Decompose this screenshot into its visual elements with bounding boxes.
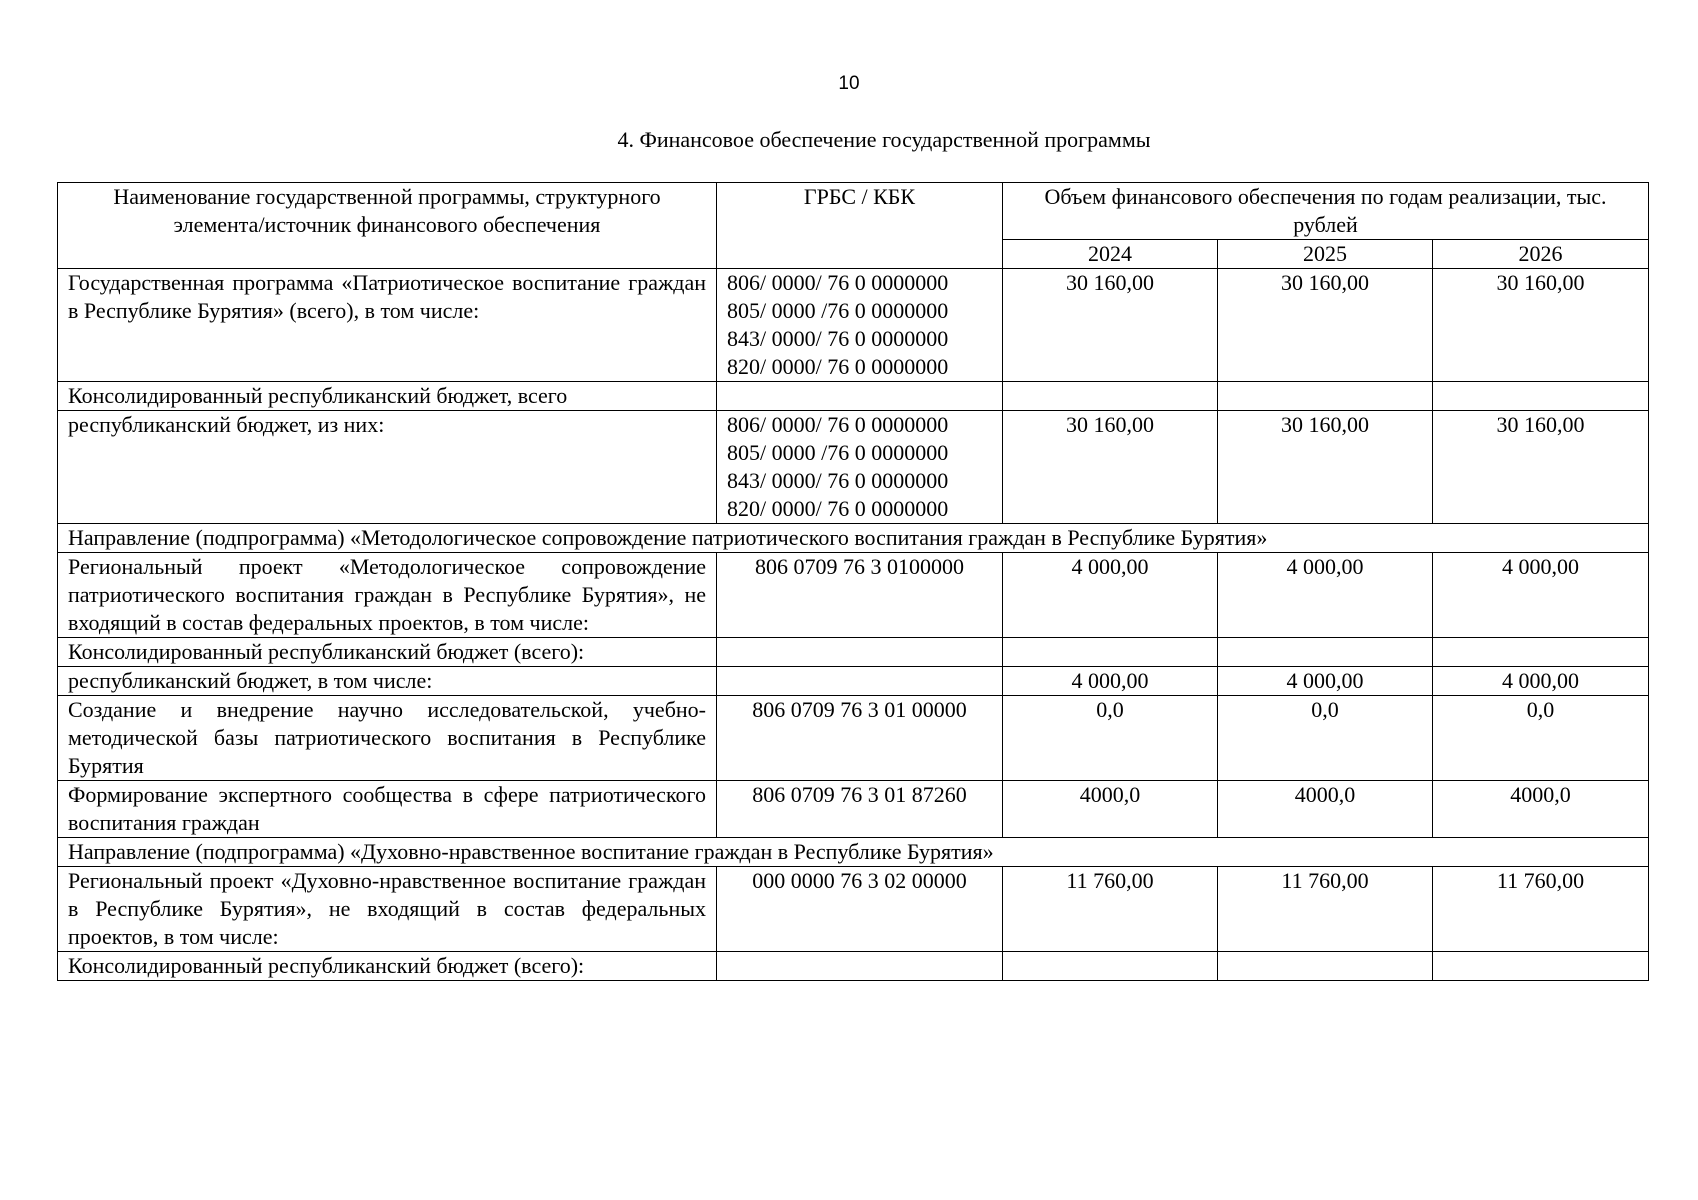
kbk-code: 820/ 0000/ 76 0 0000000 (727, 354, 949, 379)
row-name-cell: Консолидированный республиканский бюджет, всего (58, 382, 717, 411)
row-name-cell: Региональный проект «Методологическое сопровождение патриотического воспитания граждан в Республике Бурятия», не входящий в состав федеральных проектов, в том числе: (58, 553, 717, 638)
row-value-2026 (1433, 638, 1649, 667)
row-value-2025 (1218, 952, 1433, 981)
row-name-cell: Региональный проект «Духовно-нравственное воспитание граждан в Республике Бурятия», не входящий в состав федеральных проектов, в том числе: (58, 867, 717, 952)
table-row (58, 553, 1649, 638)
row-value-2024: 30 160,00 (1003, 411, 1218, 524)
table-row (58, 382, 1649, 411)
kbk-code: 806/ 0000/ 76 0 0000000 (727, 412, 949, 437)
financing-table (57, 182, 1649, 981)
row-name-cell: Формирование экспертного сообщества в сфере патриотического воспитания граждан (58, 781, 717, 838)
row-value-2025: 30 160,00 (1218, 411, 1433, 524)
kbk-code: 806 0709 76 3 01 87260 (752, 782, 967, 807)
table-row (58, 667, 1649, 696)
table-row (58, 638, 1649, 667)
header-year-2024: 2024 (1003, 240, 1218, 269)
row-value-2025: 30 160,00 (1218, 269, 1433, 382)
table-row (58, 867, 1649, 952)
row-name-cell: республиканский бюджет, из них: (58, 411, 717, 524)
row-value-2026: 11 760,00 (1433, 867, 1649, 952)
row-value-2024: 4 000,00 (1003, 667, 1218, 696)
table-row (58, 781, 1649, 838)
header-year-2025: 2025 (1218, 240, 1433, 269)
row-value-2026: 0,0 (1433, 696, 1649, 781)
row-value-2025: 4 000,00 (1218, 553, 1433, 638)
row-value-2026 (1433, 952, 1649, 981)
row-kbk-cell (717, 696, 1003, 781)
page-number: 10 (838, 73, 860, 94)
row-value-2024: 4 000,00 (1003, 553, 1218, 638)
row-kbk-cell (717, 867, 1003, 952)
row-kbk-cell (717, 411, 1003, 524)
section-title: 4. Финансовое обеспечение государственной программы (617, 127, 1151, 152)
row-value-2024 (1003, 382, 1218, 411)
row-value-2024: 4000,0 (1003, 781, 1218, 838)
table-row (58, 411, 1649, 524)
table-header-row (58, 183, 1649, 240)
section-row (58, 838, 1649, 867)
row-value-2024: 0,0 (1003, 696, 1218, 781)
row-value-2026: 4 000,00 (1433, 667, 1649, 696)
header-name-cell: Наименование государственной программы, структурного элемента/источник финансового обеспечения (58, 183, 717, 269)
kbk-code: 805/ 0000 /76 0 0000000 (727, 440, 949, 465)
row-value-2024: 11 760,00 (1003, 867, 1218, 952)
row-kbk-cell (717, 553, 1003, 638)
kbk-code: 806 0709 76 3 0100000 (755, 554, 964, 579)
section-heading-cell: Направление (подпрограмма) «Методологическое сопровождение патриотического воспитания граждан в Республике Бурятия» (58, 524, 1649, 553)
row-name-cell: Консолидированный республиканский бюджет (всего): (58, 638, 717, 667)
row-value-2024 (1003, 638, 1218, 667)
kbk-code: 806 0709 76 3 01 00000 (752, 697, 967, 722)
row-value-2025: 4000,0 (1218, 781, 1433, 838)
row-value-2026: 30 160,00 (1433, 411, 1649, 524)
row-kbk-cell (717, 269, 1003, 382)
table-row (58, 696, 1649, 781)
row-value-2025 (1218, 638, 1433, 667)
row-value-2025: 4 000,00 (1218, 667, 1433, 696)
section-heading-cell: Направление (подпрограмма) «Духовно-нравственное воспитание граждан в Республике Бурятия» (58, 838, 1649, 867)
table-row (58, 269, 1649, 382)
table-row (58, 952, 1649, 981)
row-name-cell: Консолидированный республиканский бюджет (всего): (58, 952, 717, 981)
kbk-code: 843/ 0000/ 76 0 0000000 (727, 326, 949, 351)
kbk-code: 820/ 0000/ 76 0 0000000 (727, 496, 949, 521)
row-value-2026: 4000,0 (1433, 781, 1649, 838)
section-row (58, 524, 1649, 553)
row-name-cell: Создание и внедрение научно исследовательской, учебно-методической базы патриотического воспитания в Республике Бурятия (58, 696, 717, 781)
kbk-code: 843/ 0000/ 76 0 0000000 (727, 468, 949, 493)
row-value-2025: 0,0 (1218, 696, 1433, 781)
header-kbk-cell: ГРБС / КБК (717, 183, 1003, 269)
row-value-2026: 4 000,00 (1433, 553, 1649, 638)
row-value-2026: 30 160,00 (1433, 269, 1649, 382)
row-value-2026 (1433, 382, 1649, 411)
kbk-code: 805/ 0000 /76 0 0000000 (727, 298, 949, 323)
row-value-2025: 11 760,00 (1218, 867, 1433, 952)
row-kbk-cell (717, 781, 1003, 838)
row-kbk-cell (717, 667, 1003, 696)
header-volume-cell: Объем финансового обеспечения по годам реализации, тыс. рублей (1003, 183, 1649, 240)
row-name-cell: Государственная программа «Патриотическое воспитание граждан в Республике Бурятия» (всего), в том числе: (58, 269, 717, 382)
row-value-2024: 30 160,00 (1003, 269, 1218, 382)
row-value-2024 (1003, 952, 1218, 981)
row-kbk-cell (717, 952, 1003, 981)
kbk-code: 000 0000 76 3 02 00000 (752, 868, 967, 893)
kbk-code: 806/ 0000/ 76 0 0000000 (727, 270, 949, 295)
row-kbk-cell (717, 638, 1003, 667)
row-name-cell: республиканский бюджет, в том числе: (58, 667, 717, 696)
header-year-2026: 2026 (1433, 240, 1649, 269)
row-kbk-cell (717, 382, 1003, 411)
row-value-2025 (1218, 382, 1433, 411)
